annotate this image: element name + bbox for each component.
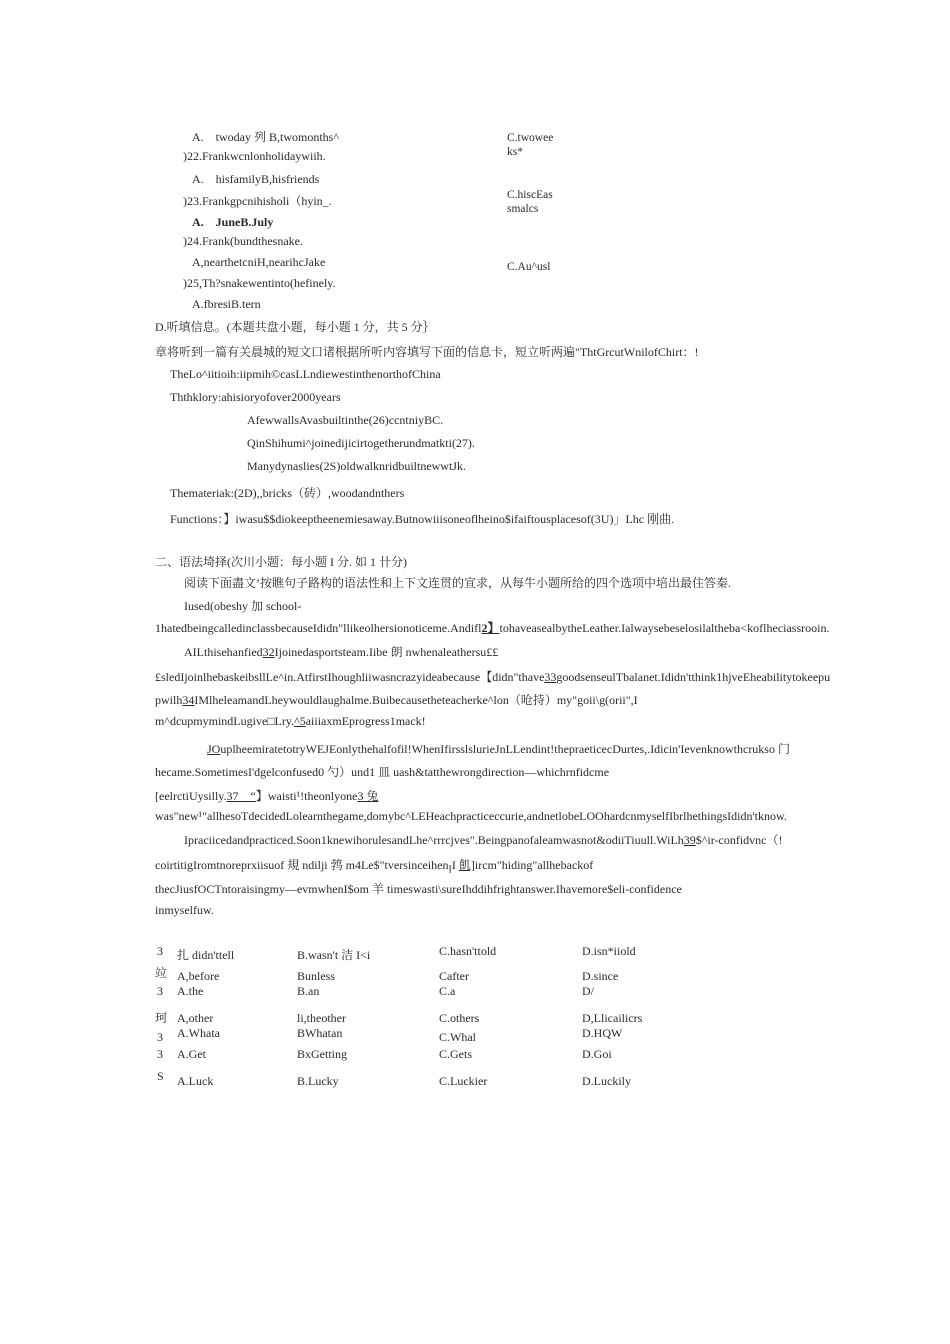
passage-line-8: hecame.SometimesI'dgelconfused0 勺）und1 皿 uash&tatthewrongdirection—whichrnfidcme	[155, 765, 610, 779]
passage-line-1: Iused(obeshy 加 school-	[184, 599, 302, 613]
option-number: 竝	[155, 966, 168, 980]
passage-line-7: JOuplheemiratetotryWEJEonlythehalfofil!WhenIfirsslslurieJnLLendint!thepraeticecDurtes,.Idicin'Ievenknowthcrukso 门	[207, 742, 790, 756]
option-c[interactable]: Cafter	[439, 969, 469, 983]
option-number: 3	[157, 1030, 163, 1044]
option-a[interactable]: A.the	[177, 984, 204, 998]
section-d-instruction: 章将听到一篇有关晨城的短文口诸根据所听内容填写下面的信息卡，短立听两遍"ThtGrcutWnilofChirt：!	[155, 345, 699, 359]
option-b[interactable]: B.an	[297, 984, 320, 998]
history-label: Ththklory:	[170, 390, 222, 404]
q23-stem: )23.Frankgpcnihisholi（hyin_.	[183, 194, 332, 208]
option-c[interactable]: C.Luckier	[439, 1074, 488, 1088]
q25-options: A.fbresiB.tern	[192, 297, 261, 311]
blank-37[interactable]: 37 “	[226, 789, 256, 803]
history-value: ahisioryofover2000years	[221, 390, 341, 404]
option-a[interactable]: 扎 didn'ttell	[177, 948, 235, 962]
section-d-heading: D.听填信息。(本题共盘小题，每小题 1 分，共 5 分｝	[155, 320, 435, 334]
info-functions: Functions：】iwasu$$diokeeptheenemiesaway.Butnowiiisoneoflheino$ifaiftousplacesof(3U)」Lhc 刚曲.	[170, 512, 675, 526]
option-b[interactable]: BWhatan	[297, 1026, 343, 1040]
q24-options: A,nearthetcniH,nearihcJake	[192, 255, 326, 269]
option-number: 3	[157, 984, 163, 998]
section-two-instruction: 阅读下面盡文’按瞧句子路构的语法性和上下文连贯的宣求，从每牛小题所给的四个选项中培出最住答秦.	[184, 576, 732, 590]
option-c[interactable]: C.others	[439, 1011, 480, 1025]
blank-39[interactable]: 39	[683, 833, 696, 847]
option-a[interactable]: A.Get	[177, 1047, 206, 1061]
option-b[interactable]: BxGetting	[297, 1047, 347, 1061]
q21-option-c: C.twoweeks*	[507, 132, 554, 158]
blank-40[interactable]: 飢]	[458, 858, 475, 872]
option-c[interactable]: C.a	[439, 984, 456, 998]
passage-line-4: £sledIjoinlhebaskeibsllLe^in.AtfirstIhoughliiwasncrazyideabecause【didn"thave33goodsenseulTbalanet.Ididn'tthink1hjveEheabilitytokeepu	[155, 670, 831, 684]
option-a[interactable]: A,before	[177, 969, 220, 983]
section-two-heading: 二、语法埼择(次川小题：每小题 I 分. 如 1 卄分)	[155, 555, 407, 569]
option-number: S	[157, 1069, 164, 1083]
blank-36[interactable]: JO	[207, 742, 221, 756]
option-a[interactable]: A.Whata	[177, 1026, 220, 1040]
option-b[interactable]: Bunless	[297, 969, 336, 983]
option-d[interactable]: D.isn*iiold	[582, 944, 636, 958]
passage-line-6: m^dcupmymindLugive□Lry.^5aiiiaxmEprogress1mack!	[155, 714, 426, 728]
option-c[interactable]: C.Gets	[439, 1047, 472, 1061]
blank-34[interactable]: 34	[182, 693, 195, 707]
option-number: 珂	[155, 1011, 168, 1025]
passage-line-10: was"new¹"allhesoTdecidedLolearnthegame,domybc^LEHeachpracticeccurie,andnetlobeLOOhardcnmyselfIbrlhethingsIdidn'tknow.	[155, 809, 787, 823]
q23-options: A. JuneB.July	[192, 215, 274, 229]
option-b[interactable]: B.Lucky	[297, 1074, 339, 1088]
passage-line-11: Ipraciicedandpracticed.Soon1knewihorulesandLhe^rrrcjves".Beingpanofaleamwasnot&odiiTiuull.WiLh39$^ir-confidvnc（!	[184, 833, 783, 847]
passage-line-13: thecJiusfOCTntoraisingmy—evmwhenI$om 羊 timeswasti\sureIhddihfrightanswer.Ihavemore$eli-confidence	[155, 882, 682, 896]
option-b[interactable]: B.wasn't 洁 I<i	[297, 948, 371, 962]
option-c[interactable]: C.hasn'ttold	[439, 944, 497, 958]
option-d[interactable]: D,Llicailicrs	[582, 1011, 643, 1025]
info-materials: Themateriak:(2D),,bricks（砖）,woodandnthers	[170, 486, 405, 500]
option-d[interactable]: D.since	[582, 969, 619, 983]
option-d[interactable]: D.HQW	[582, 1026, 623, 1040]
option-d[interactable]: D/	[582, 984, 594, 998]
option-d[interactable]: D.Luckily	[582, 1074, 631, 1088]
q22-stem: )22.Frankwcnlonholidaywiih.	[183, 149, 326, 163]
option-number: 3	[157, 944, 163, 958]
blank-38[interactable]: 3 兔	[357, 789, 379, 803]
option-a[interactable]: A,other	[177, 1011, 214, 1025]
history-line-2: QinShihumi^joinedijicirtogetherundmatkti(27).	[247, 436, 475, 450]
q22-option-c: C.hiscEassmalcs	[507, 189, 553, 215]
history-line-1: AfewwallsAvasbuiltinthe(26)ccntniyBC.	[247, 413, 444, 427]
passage-line-12: coirtitigIromtnoreprxiisuof 規 ndilji 鹁 m4Le$"tversinceihen$_I$I 飢]ircm"hiding"allhebackof	[155, 858, 594, 876]
passage-line-2: 1hatedbeingcalledinclassbecauseIdidn"llikeolhersionoticeme.Andifl2】tohaveasealbytheLeather.Ialwaysebeselosilaltheba<koflheciassrooin.	[155, 621, 830, 635]
q24-stem: )24.Frank(bundthesnake.	[183, 234, 303, 248]
option-b[interactable]: li,theother	[297, 1011, 346, 1025]
option-c[interactable]: C.Whal	[439, 1030, 476, 1044]
q21-options: A. twoday 列 B,twomonths^	[192, 130, 339, 144]
blank-32[interactable]: 32	[262, 645, 275, 659]
info-history	[170, 390, 341, 405]
passage-line-5: pwilh34IMlheleamandLheywouldlaughalme.Buibecausetheteacherke^lon（呛持）my"goii\g(orii",I	[155, 693, 638, 707]
blank-35[interactable]: ^5	[294, 714, 306, 728]
blank-33[interactable]: 33	[544, 670, 557, 684]
history-line-3: Manydynaslies(2S)oldwalknridbuiltnewwtJk.	[247, 459, 466, 473]
q25-stem: )25,Th?snakewentinto(hefinely.	[183, 276, 336, 290]
info-location: TheLo^iitioih:iipmih©casLLndiewestinthenorthofChina	[170, 367, 441, 381]
blank-31[interactable]: 2】	[481, 621, 500, 635]
option-number: 3	[157, 1047, 163, 1061]
option-a[interactable]: A.Luck	[177, 1074, 214, 1088]
passage-line-14: inmyselfuw.	[155, 903, 214, 917]
passage-line-3: AILthisehanfied32Ijoinedasportsteam.Iibe 朗 nwhenaleathersu££	[184, 645, 499, 659]
q24-option-c: C.Au^usl	[507, 261, 551, 273]
passage-line-9: [eelrctiUysilly.37 “】waisti¹!theonlyone3 兔	[155, 789, 379, 803]
q22-options: A. hisfamilyB,hisfriends	[192, 172, 320, 186]
option-d[interactable]: D.Goi	[582, 1047, 612, 1061]
